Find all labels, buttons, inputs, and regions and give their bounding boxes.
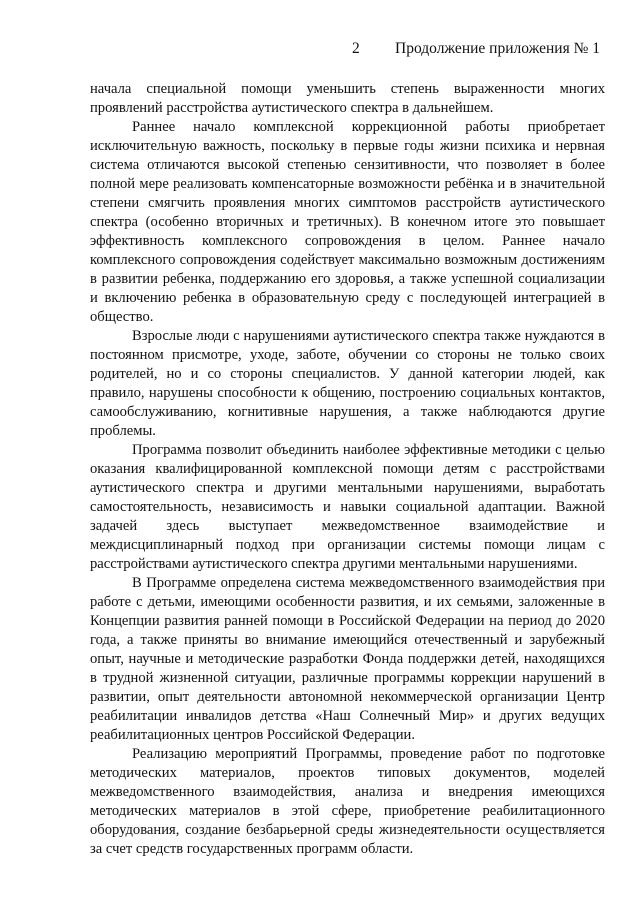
paragraph-6: Реализацию мероприятий Программы, проведение работ по подготовке методических материалов, проектов типовых документов, моделей межведомственного взаимодействия, анализа и внедрения имеющихся методических материалов в этой сфере, приобретение реабилитационного оборудования, создание безбарьерной среды жизнедеятельности осуществляется за счет средств государственных программ области. bbox=[90, 746, 605, 857]
document-body bbox=[90, 80, 605, 859]
page-number: 2 bbox=[352, 40, 360, 57]
paragraph-2: Раннее начало комплексной коррекционной работы приобретает исключительную важность, поскольку в первые годы жизни психика и нервная система отличаются высокой степенью сензитивности, что позволяет в более полной мере реализовать компенсаторные возможности ребёнка и в значительной степени смягчить проявления многих симптомов расстройств аутистического спектра (особенно вторичных и третичных). В конечном итоге это повышает эффективность комплексного сопровождения в целом. Раннее начало комплексного сопровождения содействует максимально возможным достижениям в развитии ребенка, поддержанию его здоровья, а также успешной социализации и включению ребенка в образовательную среду с последующей интеграцией в общество. bbox=[90, 119, 605, 325]
paragraph-3: Взрослые люди с нарушениями аутистического спектра также нуждаются в постоянном присмотре, уходе, заботе, обучении со стороны не только своих родителей, но и со стороны специалистов. У данной категории людей, как правило, нарушены способности к общению, построению социальных контактов, самообслуживанию, когнитивные нарушения, а также наблюдаются другие проблемы. bbox=[90, 328, 605, 439]
page-header bbox=[90, 40, 600, 60]
paragraph-4: Программа позволит объединить наиболее эффективные методики с целью оказания квалифицированной комплексной помощи детям с расстройствами аутистического спектра и другими ментальными нарушениями, выработать самостоятельность, независимость и навыки социальной адаптации. Важной задачей здесь выступает межведомственное взаимодействие и междисциплинарный подход при организации системы помощи лицам с расстройствами аутистического спектра другими ментальными нарушениями. bbox=[90, 442, 605, 572]
paragraph-5: В Программе определена система межведомственного взаимодействия при работе с детьми, имеющими особенности развития, и их семьями, заложенные в Концепции развития ранней помощи в Российской Федерации на период до 2020 года, а также приняты во внимание имеющийся отечественный и зарубежный опыт, научные и методические разработки Фонда поддержки детей, находящихся в трудной жизненной ситуации, различные программы коррекции нарушений в развитии, опыт деятельности автономной некоммерческой организации Центр реабилитации инвалидов детства «Наш Солнечный Мир» и других ведущих реабилитационных центров Российской Федерации. bbox=[90, 575, 605, 743]
paragraph-1: начала специальной помощи уменьшить степень выраженности многих проявлений расстройства аутистического спектра в дальнейшем. bbox=[90, 81, 605, 116]
appendix-continuation-title: Продолжение приложения № 1 bbox=[395, 40, 600, 57]
